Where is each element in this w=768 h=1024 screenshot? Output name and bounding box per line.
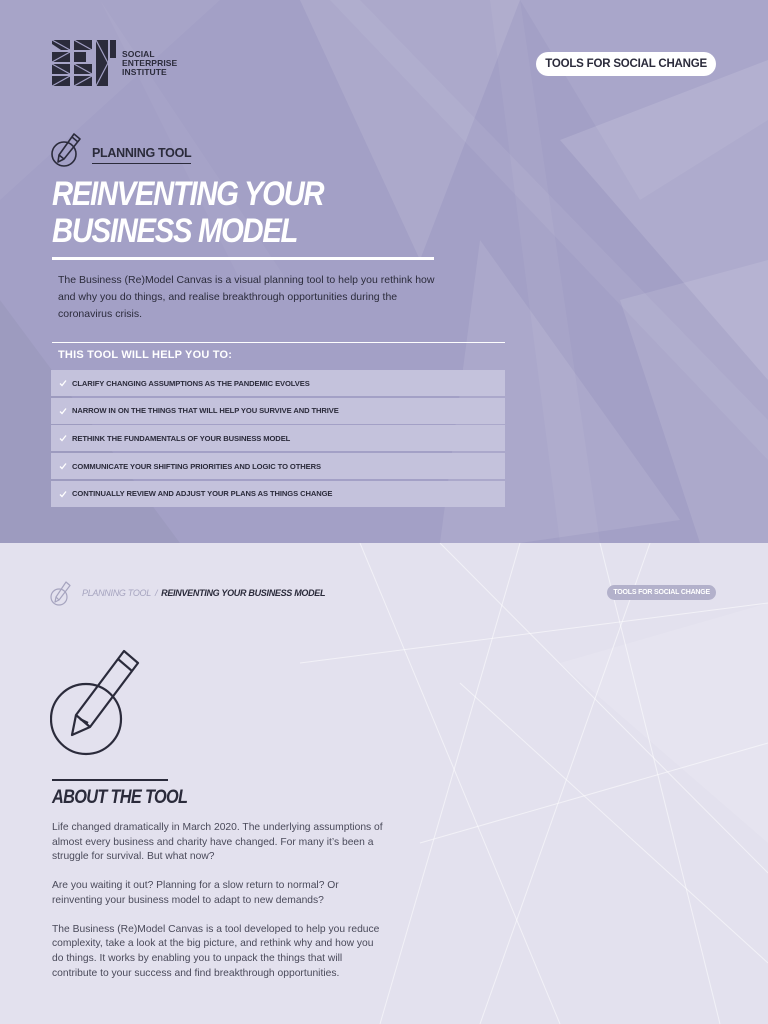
check-icon [59, 379, 67, 387]
checklist-item-label: CLARIFY CHANGING ASSUMPTIONS AS THE PANDEMIC EVOLVES [72, 378, 310, 388]
logo-text-line: SOCIAL [122, 48, 155, 59]
checklist-item [51, 398, 505, 424]
checklist-item [51, 425, 505, 451]
checklist-item [51, 370, 505, 396]
check-icon [59, 462, 67, 470]
about-body [52, 821, 384, 996]
about-paragraph: Life changed dramatically in March 2020. The underlying assumptions of almost every business and charity have changed. For many it’s been a struggle for survival. But what now? [52, 822, 383, 863]
about-section [0, 543, 768, 1024]
pencil-circle-icon [50, 581, 72, 607]
breadcrumb-current: REINVENTING YOUR BUSINESS MODEL [161, 588, 326, 598]
page-title [52, 176, 396, 250]
tools-for-social-change-badge[interactable]: TOOLS FOR SOCIAL CHANGE [536, 52, 716, 76]
about-paragraph: The Business (Re)Model Canvas is a tool developed to help you reduce complexity, take a look at the big picture, and rethink why and how you do things. It works by enabling you to unpack the things that will contribute to your success and find breakthrough opportunities. [52, 923, 380, 979]
pencil-circle-icon [50, 649, 142, 757]
title-divider [52, 257, 434, 260]
checklist-item [51, 453, 505, 479]
check-icon [59, 434, 67, 442]
check-icon [59, 407, 67, 415]
about-divider [52, 779, 168, 781]
about-paragraph: Are you waiting it out? Planning for a slow return to normal? Or reinventing your business model to adapt to new demands? [52, 880, 339, 906]
checklist-item-label: COMMUNICATE YOUR SHIFTING PRIORITIES AND LOGIC TO OTHERS [72, 461, 321, 471]
checklist-item [51, 481, 505, 507]
logo-text-line: INSTITUTE [122, 66, 167, 77]
sei-logo[interactable] [52, 40, 177, 86]
breadcrumb [82, 588, 325, 598]
checklist-item-label: CONTINUALLY REVIEW AND ADJUST YOUR PLANS AS THINGS CHANGE [72, 489, 333, 499]
intro-paragraph: The Business (Re)Model Canvas is a visual planning tool to help you rethink how and why you do things, and realise breakthrough opportunities during the coronavirus crisis. [58, 274, 435, 320]
breadcrumb-separator: / [154, 588, 158, 598]
benefits-checklist [51, 370, 505, 508]
pencil-circle-icon [50, 132, 84, 170]
help-heading: THIS TOOL WILL HELP YOU TO: [58, 349, 233, 361]
help-divider [52, 342, 505, 343]
check-icon [59, 490, 67, 498]
title-line: REINVENTING YOUR [52, 175, 324, 213]
logo-text-line: ENTERPRISE [122, 57, 178, 68]
sei-logo-icon [52, 40, 116, 86]
about-heading: ABOUT THE TOOL [52, 787, 188, 808]
title-line: BUSINESS MODEL [52, 212, 298, 250]
breadcrumb-parent[interactable]: PLANNING TOOL [82, 588, 151, 598]
checklist-item-label: RETHINK THE FUNDAMENTALS OF YOUR BUSINESS MODEL [72, 433, 291, 443]
logo-wordmark [122, 50, 177, 77]
category-label: PLANNING TOOL [92, 146, 191, 164]
tools-for-social-change-badge[interactable]: TOOLS FOR SOCIAL CHANGE [607, 585, 716, 600]
checklist-item-label: NARROW IN ON THE THINGS THAT WILL HELP YOU SURVIVE AND THRIVE [72, 406, 339, 416]
